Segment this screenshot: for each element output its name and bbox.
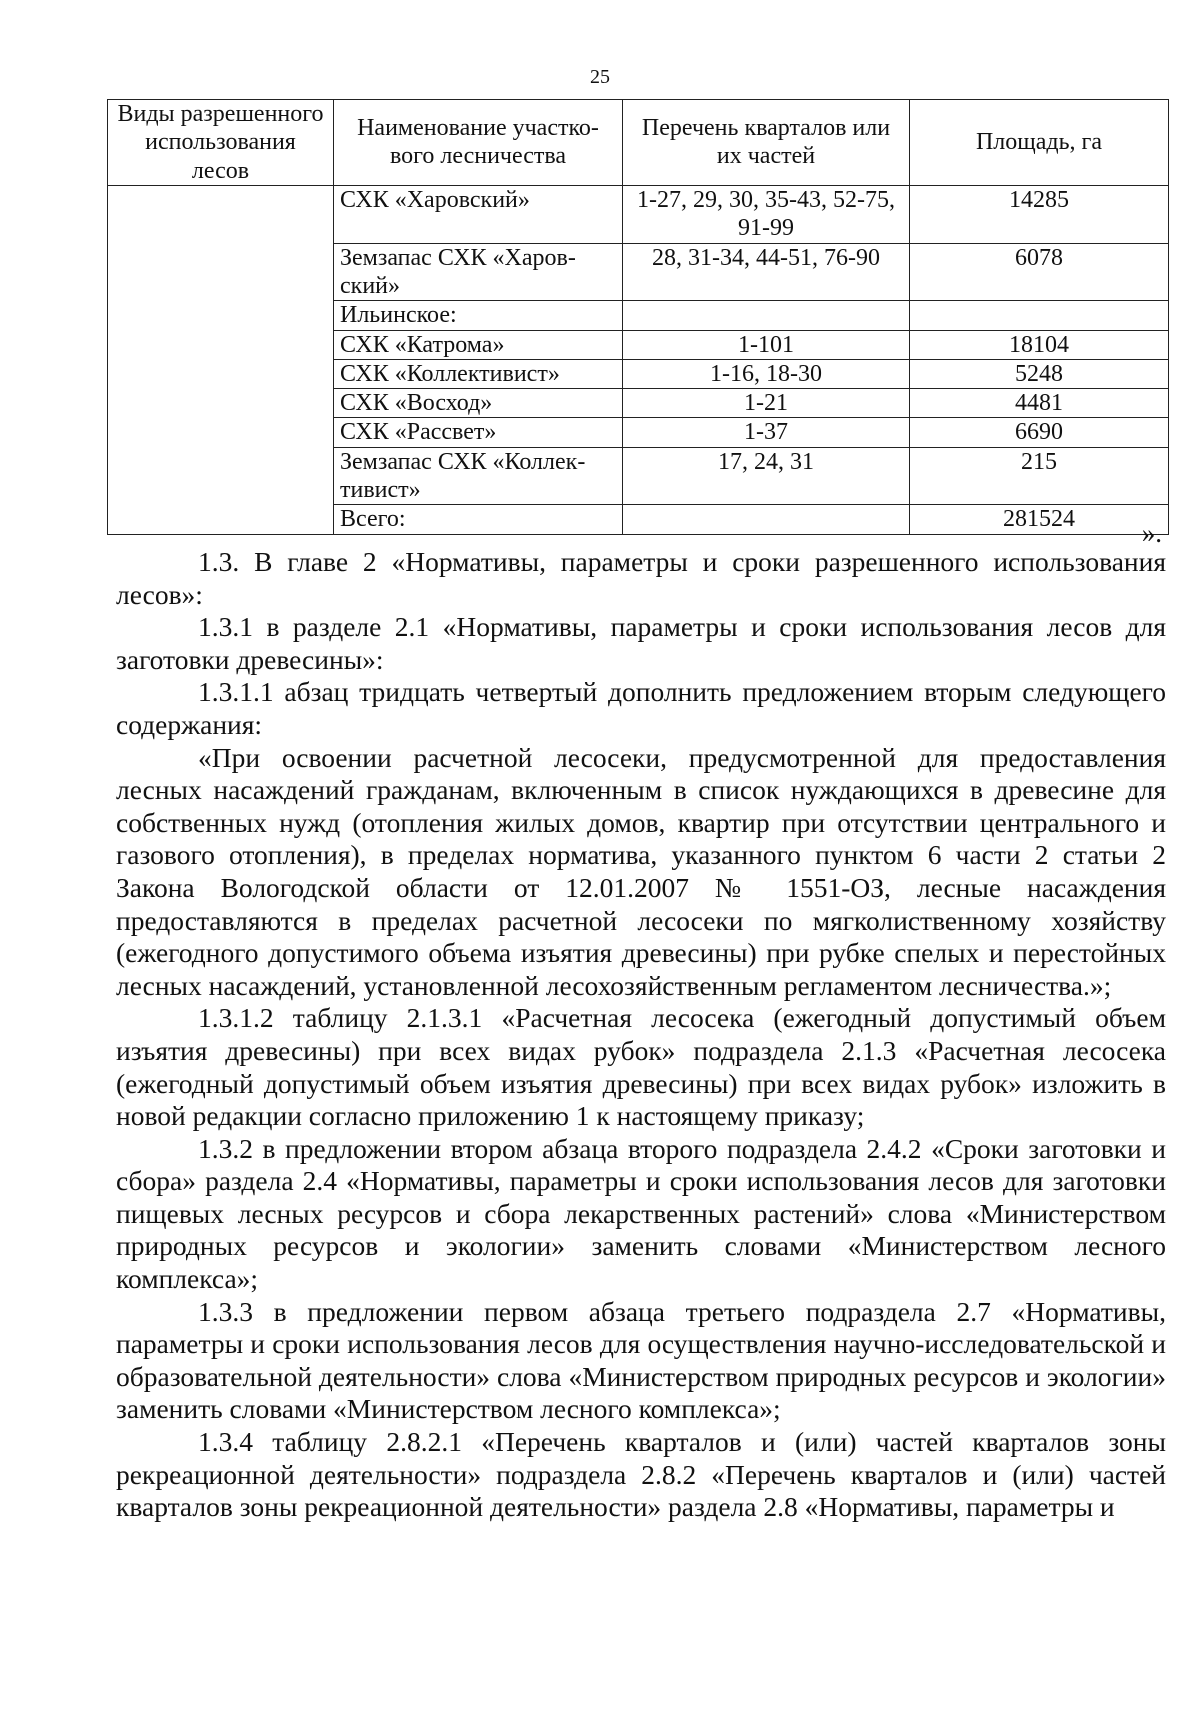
area-cell: 215 (910, 447, 1169, 505)
quarters-cell: 28, 31-34, 44-51, 76-90 (623, 243, 910, 301)
total-label-cell: Всего: (334, 505, 623, 534)
paragraph: 1.3.4 таблицу 2.8.2.1 «Перечень кварталов и (или) частей кварталов зоны рекреационной деятельности» подраздела 2.8.2 «Перечень кварталов и (или) частей кварталов зоны рекреационной деятельности» раздела 2.8 «Нормативы, параметры и (116, 1426, 1166, 1523)
forestry-name-cell: СХК «Рассвет» (334, 418, 623, 447)
paragraph: 1.3.1 в разделе 2.1 «Нормативы, параметры и сроки использования лесов для заготовки древесины»: (116, 611, 1166, 675)
paragraph: 1.3.3 в предложении первом абзаца третьего подраздела 2.7 «Нормативы, параметры и сроки использования лесов для осуществления научно-исследовательской и образовательной деятельности» слова «Министерством природных ресурсов и экологии» заменить словами «Министерством лесного комплекса»; (116, 1295, 1166, 1425)
paragraph: «При освоении расчетной лесосеки, предусмотренной для предоставления лесных насаждений гражданам, включенным в список нуждающихся в древесине для собственных нужд (отопления жилых домов, квартир при отсутствии центрального и газового отопления), в пределах норматива, указанного пунктом 6 части 2 статьи 2 Закона Вологодской области от 12.01.2007 № 1551-ОЗ, лесные насаждения предоставляются в пределах расчетной лесосеки по мягколиственному хозяйству (ежегодного допустимого объема изъятия древесины) при рубке спелых и перестойных лесных насаждений, установленной лесохозяйственным регламентом лесничества.»; (116, 741, 1166, 1001)
table-row (108, 185, 1169, 243)
forestry-name-cell: Ильинское: (334, 301, 623, 330)
quarters-cell: 1-37 (623, 418, 910, 447)
forestry-name-cell: СХК «Харовский» (334, 185, 623, 243)
area-cell: 5248 (910, 359, 1169, 388)
usage-type-cell (108, 185, 334, 534)
total-area-cell: 281524 (910, 505, 1169, 534)
paragraph: 1.3.1.2 таблицу 2.1.3.1 «Расчетная лесосека (ежегодный допустимый объем изъятия древесины) при всех видах рубок» подраздела 2.1.3 «Расчетная лесосека (ежегодный допустимый объем изъятия древесины) при всех видах рубок» изложить в новой редакции согласно приложению 1 к настоящему приказу; (116, 1002, 1166, 1132)
paragraph: 1.3.1.1 абзац тридцать четвертый дополнить предложением вторым следующего содержания: (116, 676, 1166, 740)
quarters-cell: 1-27, 29, 30, 35-43, 52-75, 91-99 (623, 185, 910, 243)
quarters-cell: 1-21 (623, 389, 910, 418)
area-cell: 18104 (910, 330, 1169, 359)
area-cell: 14285 (910, 185, 1169, 243)
forestry-name-cell: Земзапас СХК «Коллек-тивист» (334, 447, 623, 505)
document-body (116, 546, 1166, 1524)
paragraph: 1.3.2 в предложении втором абзаца второго подраздела 2.4.2 «Сроки заготовки и сбора» раздела 2.4 «Нормативы, параметры и сроки использования лесов для заготовки пищевых лесных ресурсов и сбора лекарственных растений» слова «Министерством природных ресурсов и экологии» заменить словами «Министерством лесного комплекса»; (116, 1132, 1166, 1295)
quarters-cell (623, 505, 910, 534)
header-area: Площадь, га (910, 100, 1169, 186)
area-cell (910, 301, 1169, 330)
area-cell: 6078 (910, 243, 1169, 301)
forestry-name-cell: СХК «Катрома» (334, 330, 623, 359)
quarters-cell: 17, 24, 31 (623, 447, 910, 505)
forestry-name-cell: СХК «Коллективист» (334, 359, 623, 388)
quarters-cell: 1-101 (623, 330, 910, 359)
quarters-cell (623, 301, 910, 330)
closing-quote: ». (1141, 518, 1162, 548)
header-usage-type: Виды разрешенного использования лесов (108, 100, 334, 186)
forestry-name-cell: СХК «Восход» (334, 389, 623, 418)
area-cell: 4481 (910, 389, 1169, 418)
forest-areas-table (107, 99, 1169, 535)
header-forestry-name: Наименование участко-вого лесничества (334, 100, 623, 186)
area-cell: 6690 (910, 418, 1169, 447)
paragraph: 1.3. В главе 2 «Нормативы, параметры и сроки разрешенного использования лесов»: (116, 546, 1166, 610)
header-quarters: Перечень кварталов или их частей (623, 100, 910, 186)
quarters-cell: 1-16, 18-30 (623, 359, 910, 388)
forestry-name-cell: Земзапас СХК «Харов-ский» (334, 243, 623, 301)
page-number: 25 (590, 66, 610, 88)
